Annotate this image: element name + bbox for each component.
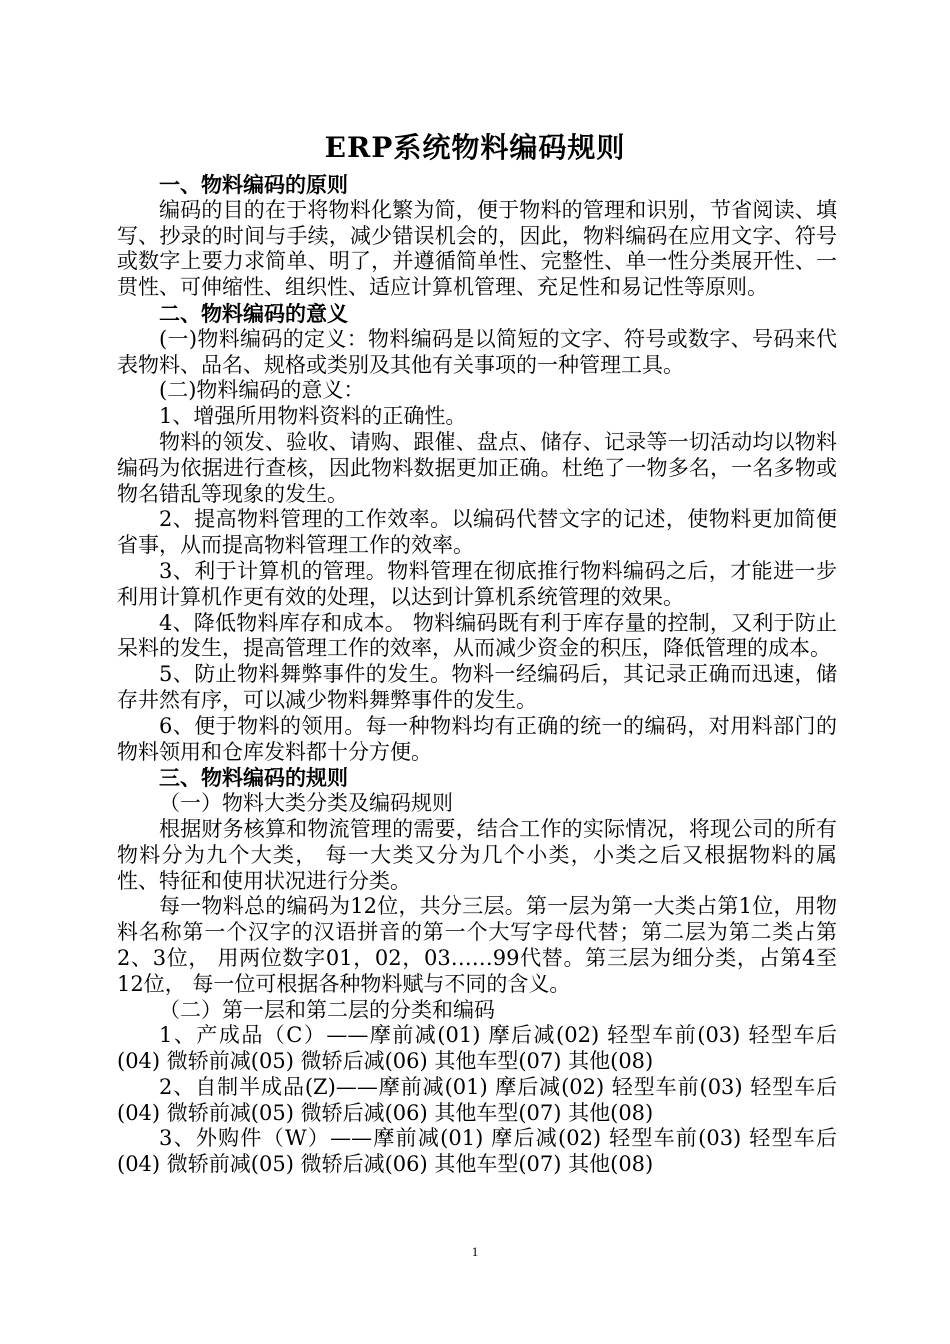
list-item: 1、增强所用物料资料的正确性。	[159, 404, 467, 429]
list-item: 2、提高物料管理的工作效率。以编码代替文字的记述，使物料更加简便省事，从而提高物料管理工作的效率。	[117, 507, 837, 558]
category-item: 2、自制半成品(Z)——摩前减(01) 摩后减(02) 轻型车前(03) 轻型车后(04) 微轿前减(05) 微轿后减(06) 其他车型(07) 其他(08)	[117, 1074, 837, 1125]
section-heading-rules: 三、物料编码的规则	[159, 765, 348, 791]
paragraph: 每一物料总的编码为12位，共分三层。第一层为第一大类占第1位，用物料名称第一个汉字的汉语拼音的第一个大写字母代替；第二层为第二类占第2、3位， 用两位数字01，02，03……99代替。第三层为细分类，占第4至12位， 每一位可根据各种物料赋与不同的含义。	[117, 894, 837, 996]
paragraph: (一)物料编码的定义：物料编码是以简短的文字、符号或数字、号码来代表物料、品名、规格或类别及其他有关事项的一种管理工具。	[117, 326, 837, 377]
document-title: ERP系统物料编码规则	[324, 131, 626, 164]
subheading: (二)物料编码的意义：	[159, 378, 365, 403]
document-body	[117, 172, 837, 1178]
subheading: （二）第一层和第二层的分类和编码	[159, 997, 495, 1022]
paragraph: 编码的目的在于将物料化繁为简，便于物料的管理和识别，节省阅读、填写、抄录的时间与手续，减少错误机会的，因此，物料编码在应用文字、符号或数字上要力求简单、明了，并遵循简单性、完整性、单一性分类展开性、一贯性、可伸缩性、组织性、适应计算机管理、充足性和易记性等原则。	[117, 197, 837, 300]
list-item: 3、利于计算机的管理。物料管理在彻底推行物料编码之后，才能进一步利用计算机作更有效的处理，以达到计算机系统管理的效果。	[117, 558, 837, 609]
category-item: 1、产成品（C）——摩前减(01) 摩后减(02) 轻型车前(03) 轻型车后(04) 微轿前减(05) 微轿后减(06) 其他车型(07) 其他(08)	[117, 1023, 837, 1074]
list-item: 4、降低物料库存和成本。 物料编码既有利于库存量的控制，又利于防止呆料的发生，提高管理工作的效率，从而减少资金的积压，降低管理的成本。	[117, 610, 837, 661]
page-number: 1	[471, 1244, 479, 1259]
list-item: 6、便于物料的领用。每一种物料均有正确的统一的编码，对用料部门的物料领用和仓库发料都十分方便。	[117, 713, 837, 764]
list-item: 5、防止物料舞弊事件的发生。物料一经编码后，其记录正确而迅速，储存井然有序，可以减少物料舞弊事件的发生。	[117, 662, 837, 712]
category-item: 3、外购件（W）——摩前减(01) 摩后减(02) 轻型车前(03) 轻型车后(04) 微轿前减(05) 微轿后减(06) 其他车型(07) 其他(08)	[117, 1126, 837, 1177]
subheading: （一）物料大类分类及编码规则	[159, 791, 453, 816]
section-heading-principles: 一、物料编码的原则	[159, 172, 348, 197]
paragraph: 根据财务核算和物流管理的需要，结合工作的实际情况，将现公司的所有物料分为九个大类， 每一大类又分为几个小类，小类之后又根据物料的属性、特征和使用状况进行分类。	[117, 816, 837, 893]
section-heading-significance: 二、物料编码的意义	[159, 300, 348, 326]
paragraph: 物料的领发、验收、请购、跟催、盘点、储存、记录等一切活动均以物料编码为依据进行查核，因此物料数据更加正确。杜绝了一物多名，一名多物或物名错乱等现象的发生。	[117, 429, 837, 506]
